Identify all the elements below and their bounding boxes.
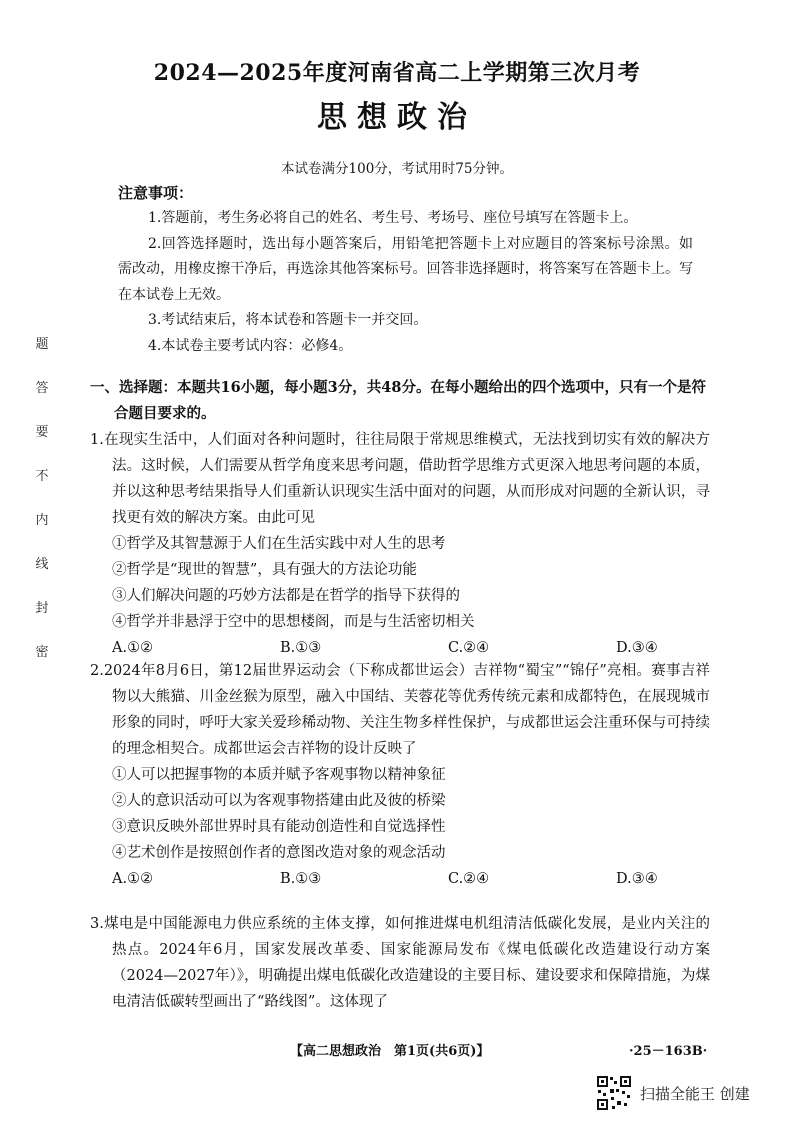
scanner-watermark: 扫描全能王 创建 <box>640 1085 750 1103</box>
binding-margin-text <box>32 335 52 687</box>
margin-char: 题 <box>35 337 49 352</box>
question-2 <box>90 658 710 892</box>
statement: ③意识反映外部世界时具有能动创造性和自觉选择性 <box>112 819 446 835</box>
margin-char: 线 <box>35 557 49 572</box>
statement: ①人可以把握事物的本质并赋予客观事物以精神象征 <box>112 767 446 783</box>
notice-title: 注意事项： <box>118 184 194 202</box>
margin-char: 内 <box>35 513 49 528</box>
notice-list <box>118 206 693 359</box>
notice-item: 4.本试卷主要考试内容：必修4。 <box>148 337 353 354</box>
paper-code: ·25－163B· <box>629 1044 708 1059</box>
statement: ④艺术创作是按照创作者的意图改造对象的观念活动 <box>112 845 446 861</box>
margin-char: 不 <box>35 469 49 484</box>
statement: ②人的意识活动可以为客观事物搭建由此及彼的桥梁 <box>112 793 446 809</box>
option-c: C.②④ <box>448 871 490 887</box>
margin-char: 答 <box>35 381 49 396</box>
exam-title: 2024—2025年度河南省高二上学期第三次月考 <box>153 60 641 86</box>
option-d: D.③④ <box>616 871 658 887</box>
notice-item: 1.答题前，考生务必将自己的姓名、考生号、考场号、座位号填写在答题卡上。 <box>148 210 638 226</box>
score-time-info: 本试卷满分100分，考试用时75分钟。 <box>281 161 513 177</box>
statement: ③人们解决问题的巧妙方法都是在哲学的指导下获得的 <box>112 588 460 604</box>
section-choice <box>90 375 710 426</box>
margin-char: 要 <box>35 425 49 440</box>
question-stem: 2.2024年8月6日，第12届世界运动会（下称成都世运会）吉祥物“蜀宝”“锦仔”亮相。赛事吉祥物以大熊猫、川金丝猴为原型，融入中国结、芙蓉花等优秀传统元素和成都特色，在展现城市形象的同时，呼吁大家关爱珍稀动物、关注生物多样性保护，与成都世运会注重环保与可持续的理念相契合。成都世运会吉祥物的设计反映了 <box>90 663 710 757</box>
page-footer: 【高二思想政治 第1页(共6页)】 <box>290 1044 490 1059</box>
option-b: B.①③ <box>280 871 322 887</box>
option-a: A.①② <box>112 640 154 656</box>
margin-char: 密 <box>35 645 49 660</box>
notice-item: 3.考试结束后，将本试卷和答题卡一并交回。 <box>148 312 428 328</box>
statement: ①哲学及其智慧源于人们在生活实践中对人生的思考 <box>112 536 446 552</box>
option-d: D.③④ <box>616 640 658 656</box>
statement: ④哲学并非悬浮于空中的思想楼阁，而是与生活密切相关 <box>112 614 475 630</box>
option-a: A.①② <box>112 871 154 887</box>
question-1 <box>90 427 710 661</box>
question-stem: 3.煤电是中国能源电力供应系统的主体支撑，如何推进煤电机组清洁低碳化发展，是业内关注的热点。2024年6月，国家发展改革委、国家能源局发布《煤电低碳化改造建设行动方案（2024—2027年）》，明确提出煤电低碳化改造建设的主要目标、建设要求和保障措施，为煤电清洁低碳转型画出了“路线图”。这体现了 <box>90 916 710 1010</box>
qr-code-icon <box>596 1075 632 1111</box>
notice-item: 2.回答选择题时，选出每小题答案后，用铅笔把答题卡上对应题目的答案标号涂黑。如需改动，用橡皮擦干净后，再选涂其他答案标号。回答非选择题时，将答案写在答题卡上。写在本试卷上无效。 <box>118 235 693 303</box>
margin-char: 封 <box>35 601 49 616</box>
answer-options <box>90 866 710 892</box>
question-3 <box>90 911 710 1015</box>
question-stem: 1.在现实生活中，人们面对各种问题时，往往局限于常规思维模式，无法找到切实有效的解决方法。这时候，人们需要从哲学角度来思考问题，借助哲学思维方式更深入地思考问题的本质，并以这种思考结果指导人们重新认识现实生活中面对的问题，从而形成对问题的全新认识，寻找更有效的解决方案。由此可见 <box>90 432 710 526</box>
option-c: C.②④ <box>448 640 490 656</box>
statement: ②哲学是“现世的智慧”，具有强大的方法论功能 <box>112 562 417 578</box>
option-b: B.①③ <box>280 640 322 656</box>
exam-subject: 思想政治 <box>317 100 477 135</box>
section-heading: 一、选择题：本题共16小题，每小题3分，共48分。在每小题给出的四个选项中，只有一个是符合题目要求的。 <box>90 379 706 422</box>
